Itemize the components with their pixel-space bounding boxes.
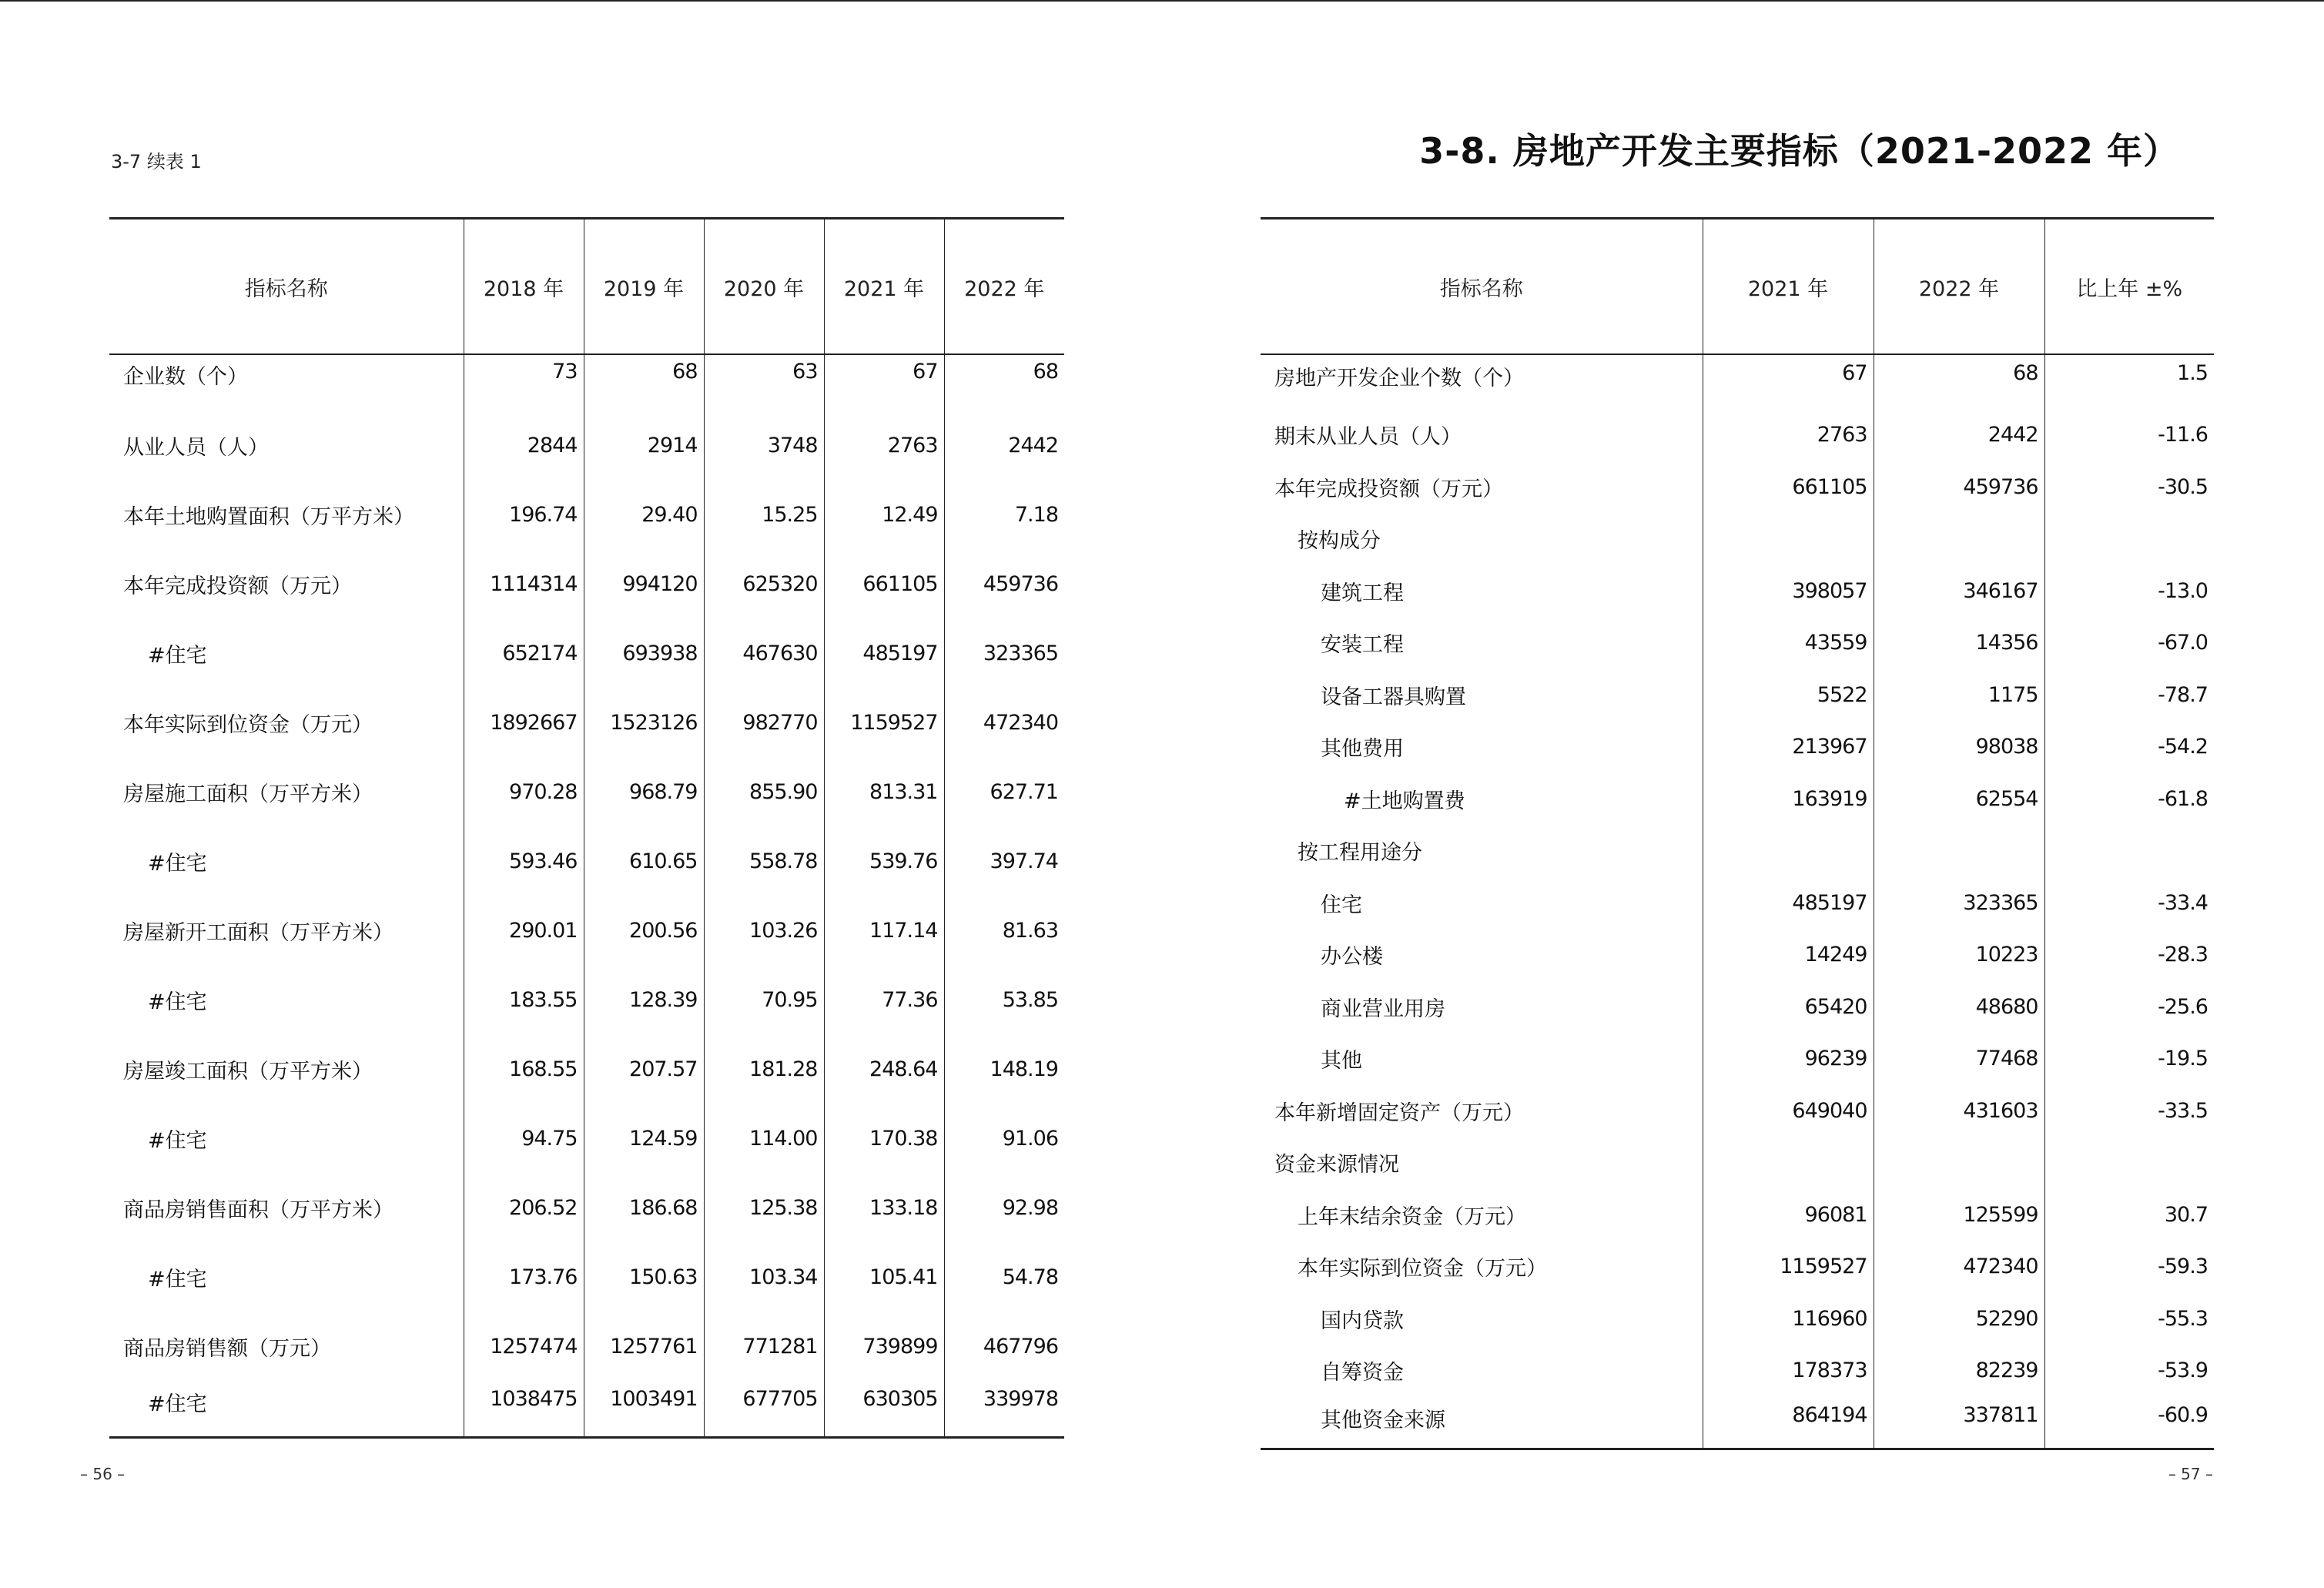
value-cell: 14249	[1703, 929, 1874, 981]
value-cell: 1038475	[464, 1381, 584, 1438]
table-row	[1261, 409, 2214, 461]
table-row	[1261, 513, 2214, 565]
value-cell: -33.5	[2044, 1085, 2214, 1137]
value-cell: -78.7	[2044, 669, 2214, 722]
value-cell	[1874, 1137, 2044, 1189]
value-cell: 1.5	[2044, 354, 2214, 409]
table-row	[1261, 773, 2214, 826]
value-cell: 290.01	[464, 896, 584, 965]
value-cell: 81.63	[944, 896, 1064, 965]
indicator-name-cell: 设备工器具购置	[1321, 685, 1466, 709]
value-cell: 813.31	[824, 757, 944, 826]
value-cell: 70.95	[704, 965, 824, 1034]
indicator-name-cell: #住宅	[148, 1267, 207, 1292]
indicator-name-cell: #住宅	[148, 1128, 207, 1153]
value-cell: 53.85	[944, 965, 1064, 1034]
table-row	[1261, 669, 2214, 722]
indicator-name-cell: #土地购置费	[1344, 789, 1465, 813]
table-row	[109, 1381, 1064, 1438]
value-cell: 207.57	[584, 1034, 704, 1104]
value-cell: 68	[1874, 354, 2044, 409]
table-row	[109, 480, 1064, 549]
right-data-table	[1261, 217, 2214, 1450]
indicator-name-cell: 期末从业人员（人）	[1274, 425, 1462, 450]
indicator-name-cell: 本年完成投资额（万元）	[123, 574, 352, 598]
value-cell: 170.38	[824, 1104, 944, 1173]
indicator-name-cell: 本年实际到位资金（万元）	[123, 712, 373, 737]
right-page	[1162, 0, 2324, 1588]
value-cell: 14356	[1874, 617, 2044, 669]
table-row	[109, 757, 1064, 826]
value-cell	[2044, 513, 2214, 565]
value-cell: 346167	[1874, 565, 2044, 618]
table-row	[109, 896, 1064, 965]
value-cell: 1003491	[584, 1381, 704, 1438]
column-header: 2021 年	[1703, 219, 1874, 355]
table-row	[1261, 1137, 2214, 1189]
table-row	[109, 826, 1064, 896]
value-cell: 627.71	[944, 757, 1064, 826]
value-cell: 1175	[1874, 669, 2044, 722]
table-row	[109, 1242, 1064, 1312]
value-cell: 337811	[1874, 1397, 2044, 1449]
value-cell: 485197	[824, 618, 944, 688]
value-cell: 77468	[1874, 1033, 2044, 1085]
value-cell: 48680	[1874, 981, 2044, 1034]
value-cell: 677705	[704, 1381, 824, 1438]
value-cell: 2763	[824, 410, 944, 480]
table-row	[109, 1104, 1064, 1173]
indicator-name-cell: 资金来源情况	[1274, 1153, 1399, 1178]
indicator-name-cell: 企业数（个）	[123, 365, 248, 389]
value-cell: 539.76	[824, 826, 944, 896]
value-cell: 467796	[944, 1312, 1064, 1381]
table-row	[109, 688, 1064, 757]
value-cell: 114.00	[704, 1104, 824, 1173]
indicator-name-cell: #住宅	[148, 643, 207, 668]
value-cell: 459736	[944, 549, 1064, 618]
table-row	[109, 1173, 1064, 1242]
value-cell: 1159527	[1703, 1241, 1874, 1293]
column-header: 2022 年	[1874, 219, 2044, 355]
indicator-name-cell: 商品房销售额（万元）	[123, 1336, 331, 1361]
column-header: 2018 年	[464, 219, 584, 355]
value-cell: 96081	[1703, 1189, 1874, 1241]
indicator-name-cell: 本年土地购置面积（万平方米）	[123, 504, 414, 529]
value-cell: 968.79	[584, 757, 704, 826]
value-cell: -19.5	[2044, 1033, 2214, 1085]
value-cell: 864194	[1703, 1397, 1874, 1449]
value-cell: 103.34	[704, 1242, 824, 1312]
value-cell: 168.55	[464, 1034, 584, 1104]
value-cell: 125599	[1874, 1189, 2044, 1241]
table-header-row	[1261, 219, 2214, 355]
table-row	[109, 354, 1064, 410]
value-cell: 200.56	[584, 896, 704, 965]
value-cell: -61.8	[2044, 773, 2214, 826]
value-cell: 98038	[1874, 721, 2044, 773]
value-cell: 12.49	[824, 480, 944, 549]
value-cell: 558.78	[704, 826, 824, 896]
value-cell: 29.40	[584, 480, 704, 549]
indicator-name-cell: 房屋竣工面积（万平方米）	[123, 1059, 373, 1084]
indicator-name-cell: 国内贷款	[1321, 1308, 1404, 1333]
value-cell: 163919	[1703, 773, 1874, 826]
indicator-name-cell: 房屋新开工面积（万平方米）	[123, 920, 393, 945]
value-cell: 2914	[584, 410, 704, 480]
value-cell: 105.41	[824, 1242, 944, 1312]
value-cell: 91.06	[944, 1104, 1064, 1173]
page-title: 3-8. 房地产开发主要指标（2021-2022 年）	[1419, 130, 2179, 172]
value-cell: 68	[944, 354, 1064, 410]
indicator-name-cell: 建筑工程	[1321, 581, 1404, 605]
value-cell: -67.0	[2044, 617, 2214, 669]
value-cell: 54.78	[944, 1242, 1064, 1312]
value-cell: 323365	[1874, 877, 2044, 930]
table-row	[1261, 721, 2214, 773]
value-cell: 994120	[584, 549, 704, 618]
value-cell: 183.55	[464, 965, 584, 1034]
value-cell: 103.26	[704, 896, 824, 965]
value-cell: 67	[824, 354, 944, 410]
value-cell: 485197	[1703, 877, 1874, 930]
value-cell: 148.19	[944, 1034, 1064, 1104]
table-row	[1261, 981, 2214, 1034]
table-row	[1261, 565, 2214, 618]
value-cell: 94.75	[464, 1104, 584, 1173]
table-row	[1261, 877, 2214, 930]
value-cell: 213967	[1703, 721, 1874, 773]
value-cell: 186.68	[584, 1173, 704, 1242]
value-cell: 117.14	[824, 896, 944, 965]
value-cell: 339978	[944, 1381, 1064, 1438]
indicator-name-cell: 其他费用	[1321, 737, 1404, 762]
indicator-name-cell: 办公楼	[1321, 945, 1383, 970]
column-header: 比上年 ±%	[2044, 219, 2214, 355]
indicator-name-cell: 上年末结余资金（万元）	[1298, 1204, 1526, 1229]
table-row	[1261, 1293, 2214, 1345]
value-cell: 196.74	[464, 480, 584, 549]
value-cell: 472340	[1874, 1241, 2044, 1293]
column-header: 指标名称	[109, 219, 464, 355]
table-row	[1261, 1085, 2214, 1137]
indicator-name-cell: #住宅	[148, 851, 207, 876]
indicator-name-cell: 房屋施工面积（万平方米）	[123, 782, 373, 806]
value-cell: 2442	[944, 410, 1064, 480]
indicator-name-cell: 本年新增固定资产（万元）	[1274, 1101, 1524, 1125]
table-row	[1261, 1033, 2214, 1085]
value-cell: 661105	[1703, 461, 1874, 514]
value-cell: 2844	[464, 410, 584, 480]
value-cell: 65420	[1703, 981, 1874, 1034]
value-cell: 150.63	[584, 1242, 704, 1312]
value-cell: 1257474	[464, 1312, 584, 1381]
value-cell: 649040	[1703, 1085, 1874, 1137]
value-cell: 630305	[824, 1381, 944, 1438]
indicator-name-cell: 其他	[1321, 1049, 1362, 1074]
value-cell: 431603	[1874, 1085, 2044, 1137]
value-cell: 173.76	[464, 1242, 584, 1312]
indicator-name-cell: 住宅	[1321, 893, 1362, 917]
table-row	[1261, 1397, 2214, 1449]
value-cell	[2044, 1137, 2214, 1189]
value-cell: -25.6	[2044, 981, 2214, 1034]
value-cell: 610.65	[584, 826, 704, 896]
table-row	[109, 965, 1064, 1034]
value-cell: -33.4	[2044, 877, 2214, 930]
value-cell: 2442	[1874, 409, 2044, 461]
value-cell	[1703, 513, 1874, 565]
value-cell: 397.74	[944, 826, 1064, 896]
value-cell: 1523126	[584, 688, 704, 757]
indicator-name-cell: 从业人员（人）	[123, 435, 269, 460]
value-cell: 52290	[1874, 1293, 2044, 1345]
table-row	[109, 1312, 1064, 1381]
indicator-name-cell: 本年实际到位资金（万元）	[1298, 1257, 1547, 1281]
left-data-table	[109, 217, 1064, 1439]
value-cell: -28.3	[2044, 929, 2214, 981]
indicator-name-cell: 房地产开发企业个数（个）	[1274, 367, 1524, 390]
table-row	[1261, 617, 2214, 669]
value-cell: 771281	[704, 1312, 824, 1381]
value-cell: 30.7	[2044, 1189, 2214, 1241]
indicator-name-cell: 本年完成投资额（万元）	[1274, 477, 1503, 501]
value-cell: 181.28	[704, 1034, 824, 1104]
value-cell: 73	[464, 354, 584, 410]
value-cell: 10223	[1874, 929, 2044, 981]
value-cell: 68	[584, 354, 704, 410]
value-cell: 970.28	[464, 757, 584, 826]
indicator-name-cell: 商品房销售面积（万平方米）	[123, 1198, 393, 1222]
value-cell: 116960	[1703, 1293, 1874, 1345]
table-row	[1261, 461, 2214, 514]
value-cell: 982770	[704, 688, 824, 757]
column-header: 2019 年	[584, 219, 704, 355]
value-cell: 652174	[464, 618, 584, 688]
value-cell: 124.59	[584, 1104, 704, 1173]
table-row	[1261, 825, 2214, 877]
value-cell: 206.52	[464, 1173, 584, 1242]
value-cell	[1874, 513, 2044, 565]
value-cell	[1703, 1137, 1874, 1189]
value-cell: 15.25	[704, 480, 824, 549]
indicator-name-cell: #住宅	[148, 1392, 207, 1416]
value-cell: 1159527	[824, 688, 944, 757]
page-number: – 57 –	[2168, 1465, 2213, 1483]
indicator-name-cell: 其他资金来源	[1321, 1408, 1445, 1432]
value-cell: 92.98	[944, 1173, 1064, 1242]
indicator-name-cell: 自筹资金	[1321, 1361, 1404, 1385]
value-cell: 77.36	[824, 965, 944, 1034]
value-cell: -11.6	[2044, 409, 2214, 461]
table-row	[1261, 1345, 2214, 1397]
indicator-name-cell: 按构成分	[1298, 529, 1381, 554]
value-cell: 661105	[824, 549, 944, 618]
table-row	[1261, 1241, 2214, 1293]
value-cell: 467630	[704, 618, 824, 688]
table-row	[1261, 354, 2214, 409]
value-cell	[2044, 825, 2214, 877]
indicator-name-cell: 按工程用途分	[1298, 841, 1422, 866]
value-cell: 82239	[1874, 1345, 2044, 1397]
table-row	[109, 410, 1064, 480]
value-cell: 63	[704, 354, 824, 410]
value-cell: -53.9	[2044, 1345, 2214, 1397]
value-cell: 7.18	[944, 480, 1064, 549]
value-cell: 125.38	[704, 1173, 824, 1242]
value-cell: 5522	[1703, 669, 1874, 722]
indicator-name-cell: 商业营业用房	[1321, 997, 1445, 1021]
value-cell: 398057	[1703, 565, 1874, 618]
value-cell: -54.2	[2044, 721, 2214, 773]
column-header: 指标名称	[1261, 219, 1703, 355]
value-cell: 472340	[944, 688, 1064, 757]
value-cell: 248.64	[824, 1034, 944, 1104]
table-header-row	[109, 219, 1064, 355]
value-cell: 693938	[584, 618, 704, 688]
value-cell	[1703, 825, 1874, 877]
value-cell: 593.46	[464, 826, 584, 896]
value-cell: 1257761	[584, 1312, 704, 1381]
value-cell: -30.5	[2044, 461, 2214, 514]
table-row	[1261, 929, 2214, 981]
value-cell: -60.9	[2044, 1397, 2214, 1449]
value-cell: 178373	[1703, 1345, 1874, 1397]
value-cell: 62554	[1874, 773, 2044, 826]
table-subtitle: 3-7 续表 1	[111, 151, 202, 173]
indicator-name-cell: 安装工程	[1321, 633, 1404, 658]
value-cell: 2763	[1703, 409, 1874, 461]
table-row	[109, 1034, 1064, 1104]
column-header: 2021 年	[824, 219, 944, 355]
value-cell: 43559	[1703, 617, 1874, 669]
table-row	[109, 549, 1064, 618]
value-cell: 3748	[704, 410, 824, 480]
value-cell: 1114314	[464, 549, 584, 618]
value-cell: 133.18	[824, 1173, 944, 1242]
value-cell: 625320	[704, 549, 824, 618]
value-cell: 1892667	[464, 688, 584, 757]
value-cell: 67	[1703, 354, 1874, 409]
value-cell: 739899	[824, 1312, 944, 1381]
column-header: 2020 年	[704, 219, 824, 355]
value-cell: -13.0	[2044, 565, 2214, 618]
table-row	[109, 618, 1064, 688]
column-header: 2022 年	[944, 219, 1064, 355]
value-cell: 459736	[1874, 461, 2044, 514]
table-row	[1261, 1189, 2214, 1241]
value-cell: 96239	[1703, 1033, 1874, 1085]
value-cell	[1874, 825, 2044, 877]
value-cell: 323365	[944, 618, 1064, 688]
value-cell: -55.3	[2044, 1293, 2214, 1345]
indicator-name-cell: #住宅	[148, 990, 207, 1014]
value-cell: 855.90	[704, 757, 824, 826]
page-number: – 56 –	[80, 1465, 126, 1483]
value-cell: 128.39	[584, 965, 704, 1034]
value-cell: -59.3	[2044, 1241, 2214, 1293]
